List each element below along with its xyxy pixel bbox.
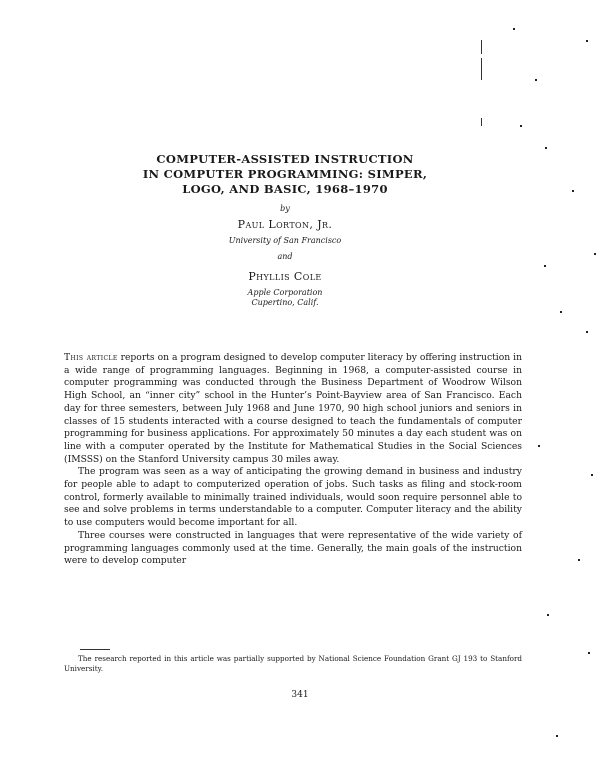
title-line-1: COMPUTER-ASSISTED INSTRUCTION: [156, 152, 414, 166]
scan-speck: [556, 735, 558, 737]
scan-speck: [520, 125, 522, 127]
scan-speck: [588, 652, 590, 654]
article-title: [100, 152, 470, 197]
scan-speck: [560, 311, 562, 313]
scan-speck: [591, 474, 593, 476]
author-2-affiliation-line-1: Apple Corporation: [247, 288, 323, 297]
page-number: 341: [291, 690, 309, 700]
scan-speck: [586, 331, 588, 333]
scan-artifact-line: [481, 40, 482, 54]
paragraph-1-text: reports on a program designed to develop computer literacy by offering instruction in a wide range of programming languages. Beginning in 1968, a computer-assisted course in computer programming was conducted through the Business Department of Woodrow Wilson High School, an “inner city” school in the Hunter’s Point-Bayview area of San Francisco. Each day for three semesters, between July 1968 and June 1970, 90 high school juniors and seniors in classes of 15 students interacted with a course designed to teach the fundamentals of computer programming for business applications. For approximately 50 minutes a day each student was on line with a computer operated by the Institute for Mathematical Studies in the Social Sciences (IMSSS) on the Stanford University campus 30 miles away.: [64, 352, 522, 465]
byline-and: and: [277, 252, 293, 261]
scan-speck: [578, 559, 580, 561]
scan-artifact-line: [481, 58, 482, 80]
scan-speck: [547, 614, 549, 616]
footnote-rule: [80, 649, 110, 650]
paragraph-lead-in: This article: [64, 352, 118, 363]
scan-speck: [544, 265, 546, 267]
scan-speck: [594, 253, 596, 255]
footnote: The research reported in this article was partially supported by National Science Foundation Grant GJ 193 to Stanford University.: [64, 654, 522, 673]
author-1-name: Paul Lorton, Jr.: [237, 218, 333, 231]
body-paragraph-1: [64, 352, 522, 466]
body-paragraph-3: Three courses were constructed in languages that were representative of the wide variety of programming languages commonly used at the time. Generally, the main goals of the instruction were to develop computer: [64, 529, 522, 567]
author-2-name: Phyllis Cole: [248, 270, 322, 283]
author-1-affiliation-line: University of San Francisco: [228, 236, 342, 245]
body-paragraph-2: The program was seen as a way of anticipating the growing demand in business and industry for people able to adapt to computerized operation of jobs. Such tasks as filing and stock-room control, formerly available to minimally trained individuals, would soon require personnel able to see and solve problems in terms understandable to a computer. Computer literacy and the ability to use computers would become important for all.: [64, 466, 522, 529]
author-2-affiliation-line-2: Cupertino, Calif.: [251, 298, 319, 307]
scan-speck: [572, 190, 574, 192]
scan-speck: [538, 445, 540, 447]
title-line-2: IN COMPUTER PROGRAMMING: SIMPER,: [142, 167, 428, 181]
scan-speck: [535, 79, 537, 81]
scan-speck: [545, 147, 547, 149]
scan-speck: [586, 40, 588, 42]
author-2-affiliation: [100, 288, 470, 308]
title-line-3: LOGO, AND BASIC, 1968–1970: [182, 182, 388, 196]
author-1-affiliation: [100, 236, 470, 246]
scan-speck: [513, 28, 515, 30]
byline-by: by: [280, 204, 290, 213]
scan-artifact-line: [481, 118, 482, 126]
article-body: [64, 352, 522, 568]
